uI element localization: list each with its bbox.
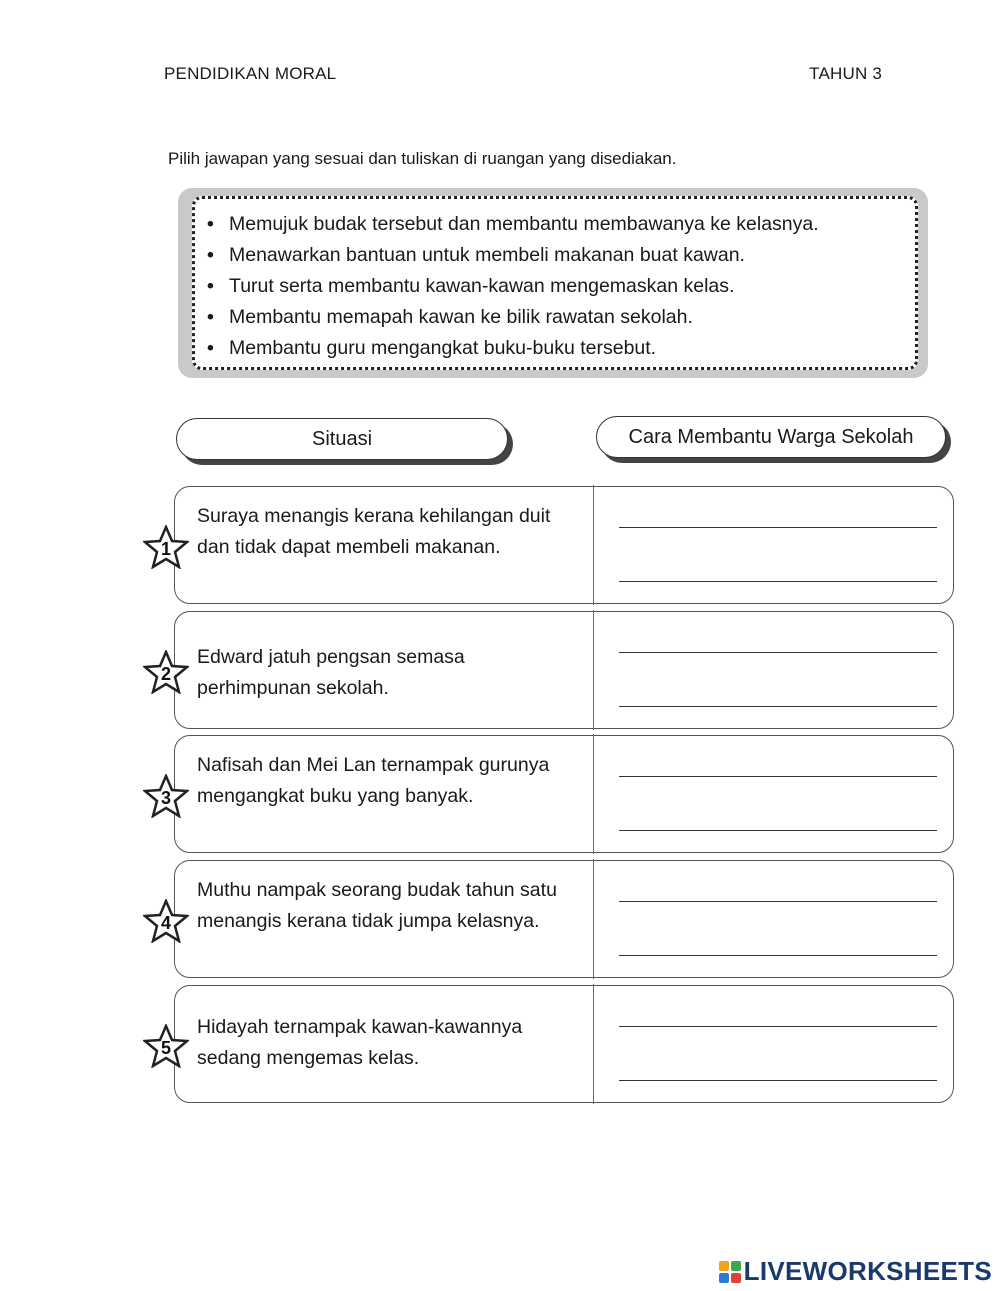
brand-text: LIVEWORKSHEETS xyxy=(743,1256,992,1286)
logo-square xyxy=(719,1273,729,1283)
answer-line-1[interactable] xyxy=(619,527,937,528)
row-divider xyxy=(593,485,594,605)
row-number: 5 xyxy=(160,1037,171,1058)
situation-column-header: Situasi xyxy=(176,418,508,460)
situation-row-5 xyxy=(160,985,954,1103)
row-number: 2 xyxy=(160,663,171,684)
situation-row-4 xyxy=(160,860,954,978)
liveworksheets-brand[interactable] xyxy=(719,1256,992,1287)
answer-line-1[interactable] xyxy=(619,901,937,902)
row-divider xyxy=(593,610,594,730)
option-item: • Membantu memapah kawan ke bilik rawatan sekolah. xyxy=(207,302,915,333)
row-divider xyxy=(593,734,594,854)
logo-square xyxy=(719,1261,729,1271)
answer-line-2[interactable] xyxy=(619,1080,937,1081)
option-item: • Memujuk budak tersebut dan membantu membawanya ke kelasnya. xyxy=(207,209,915,240)
answer-line-2[interactable] xyxy=(619,830,937,831)
row-number: 1 xyxy=(160,538,171,559)
situation-text: Suraya menangis kerana kehilangan duit dan tidak dapat membeli makanan. xyxy=(197,505,551,558)
row-number: 4 xyxy=(160,912,171,933)
bullet-icon: • xyxy=(207,244,214,266)
answer-line-1[interactable] xyxy=(619,776,937,777)
bullet-icon: • xyxy=(207,337,214,359)
situation-row-3 xyxy=(160,735,954,853)
row-divider xyxy=(593,859,594,979)
option-item: • Turut serta membantu kawan-kawan mengemaskan kelas. xyxy=(207,271,915,302)
situation-row-1 xyxy=(160,486,954,604)
situation-row-2 xyxy=(160,611,954,729)
option-item: • Menawarkan bantuan untuk membeli makanan buat kawan. xyxy=(207,240,915,271)
subject-title: PENDIDIKAN MORAL xyxy=(164,64,337,83)
liveworksheets-logo-icon xyxy=(719,1261,741,1283)
logo-square xyxy=(731,1273,741,1283)
situation-text: Edward jatuh pengsan semasa perhimpunan sekolah. xyxy=(197,646,465,699)
answer-line-2[interactable] xyxy=(619,581,937,582)
year-label: TAHUN 3 xyxy=(809,64,882,83)
help-column-header: Cara Membantu Warga Sekolah xyxy=(596,416,946,458)
situation-text: Muthu nampak seorang budak tahun satu menangis kerana tidak jumpa kelasnya. xyxy=(197,879,557,932)
logo-square xyxy=(731,1261,741,1271)
row-number: 3 xyxy=(160,787,171,808)
row-divider xyxy=(593,984,594,1104)
situation-text: Hidayah ternampak kawan-kawannya sedang mengemas kelas. xyxy=(197,1016,523,1069)
bullet-icon: • xyxy=(207,275,214,297)
bullet-icon: • xyxy=(207,306,214,328)
option-item: • Membantu guru mengangkat buku-buku tersebut. xyxy=(207,333,915,364)
answer-line-1[interactable] xyxy=(619,652,937,653)
options-box xyxy=(192,196,918,370)
answer-line-1[interactable] xyxy=(619,1026,937,1027)
bullet-icon: • xyxy=(207,213,214,235)
instruction-text: Pilih jawapan yang sesuai dan tuliskan di ruangan yang disediakan. xyxy=(168,149,677,168)
answer-line-2[interactable] xyxy=(619,706,937,707)
situation-text: Nafisah dan Mei Lan ternampak gurunya mengangkat buku yang banyak. xyxy=(197,754,550,807)
answer-line-2[interactable] xyxy=(619,955,937,956)
